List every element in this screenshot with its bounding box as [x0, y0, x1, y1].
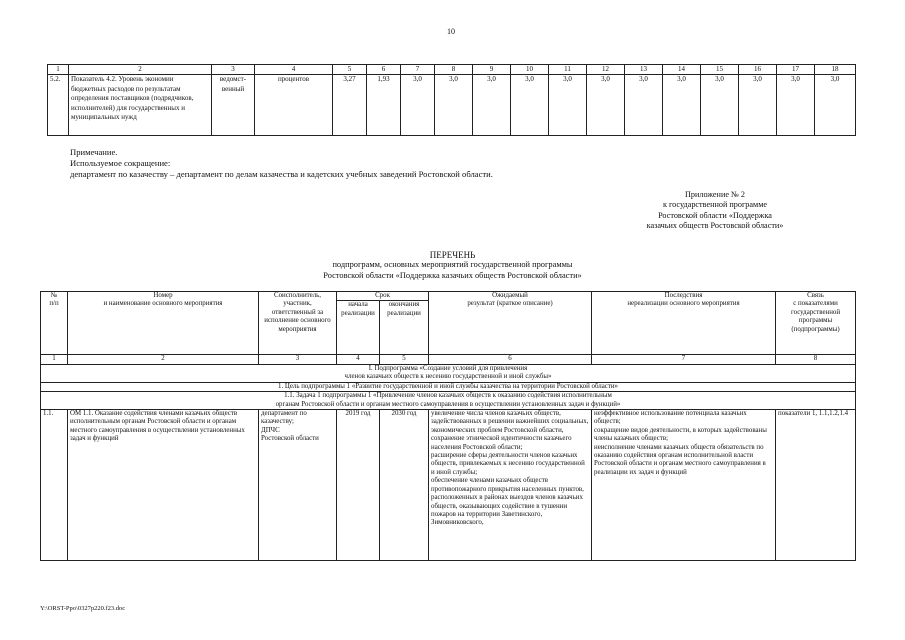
- column-number-8: 8: [435, 65, 473, 75]
- appendix-block: [585, 190, 845, 231]
- column-number-4: 4: [337, 355, 380, 365]
- header-term: Срок: [337, 292, 429, 301]
- indicators-table: [47, 64, 856, 136]
- measure-num: 1.1.: [41, 410, 68, 561]
- indicator-cell-18: 3,0: [815, 75, 856, 136]
- indicator-cell-13: 3,0: [625, 75, 663, 136]
- column-number-6: 6: [367, 65, 401, 75]
- note-title: Примечание.: [70, 147, 118, 157]
- indicator-cell-1: 5.2.: [48, 75, 69, 136]
- column-number-12: 12: [587, 65, 625, 75]
- indicator-row: [48, 75, 856, 136]
- section-subprogram: I. Подпрограмма «Создание условий для привлечения членов казачьих обществ к несению государственной и иной службы»: [41, 365, 856, 383]
- section-task: 1.1. Задача 1 подпрограммы 1 «Привлечение членов казачьих обществ к оказанию содействия исполнительным органам Ростовской области и органам местного самоуправления в осуществлении установленных задач и функций»: [41, 392, 856, 410]
- page-number: 10: [447, 27, 455, 36]
- header-result: Ожидаемый результат (краткое описание): [429, 292, 592, 355]
- measure-result: увеличение числа членов казачьих обществ, задействованных в решении важнейших социальных, экономических проблем Ростовской области, сохранение этнической идентичности казачьего населения Ростовской области; расширение сферы деятельности членов казачьих обществ, привлекаемых к несению государственной и иной службы; обеспечение членами казачьих обществ противопожарного прикрытия населенных пунктов, расположенных в районах выездов членов казачьих обществ, оказывающих содействие в тушении пожаров на территории Заветинского, Зимовниковского,: [429, 410, 592, 561]
- column-number-7: 7: [592, 355, 776, 365]
- indicator-cell-16: 3,0: [739, 75, 777, 136]
- column-numbers-row: [41, 355, 856, 365]
- list-title-line-2: подпрограмм, основных мероприятий государственной программы: [332, 260, 573, 270]
- indicator-cell-8: 3,0: [435, 75, 473, 136]
- list-title-line-3: Ростовской области «Поддержка казачьих обществ Ростовской области»: [323, 270, 582, 280]
- measure-name: ОМ 1.1. Оказание содействия членами казачьих обществ исполнительным органам Ростовской области и органам местного самоуправления в осуществлении установленных задач и функций: [68, 410, 259, 561]
- column-number-3: 3: [212, 65, 255, 75]
- measure-link: показатели 1, 1.1,1.2,1.4: [776, 410, 856, 561]
- column-number-2: 2: [69, 65, 212, 75]
- indicator-cell-6: 1,93: [367, 75, 401, 136]
- column-number-4: 4: [255, 65, 333, 75]
- column-number-10: 10: [511, 65, 549, 75]
- indicator-cell-14: 3,0: [663, 75, 701, 136]
- header-row-1: [41, 292, 856, 301]
- column-number-11: 11: [549, 65, 587, 75]
- header-executor: Соисполнитель, участник, ответственный за исполнение основного мероприятия: [259, 292, 337, 355]
- appendix-line-4: казачьих обществ Ростовской области»: [646, 220, 784, 230]
- header-end: окончания реализации: [380, 301, 429, 355]
- column-number-5: 5: [333, 65, 367, 75]
- measure-row: [41, 410, 856, 561]
- column-number-2: 2: [68, 355, 259, 365]
- measure-end: 2030 год: [380, 410, 429, 561]
- indicator-cell-3: ведомст-венный: [212, 75, 255, 136]
- column-number-1: 1: [41, 355, 68, 365]
- column-number-14: 14: [663, 65, 701, 75]
- header-link: Связь с показателями государственной программы (подпрограммы): [776, 292, 856, 355]
- appendix-number: Приложение № 2: [685, 190, 745, 199]
- measure-start: 2019 год: [337, 410, 380, 561]
- column-number-13: 13: [625, 65, 663, 75]
- column-number-18: 18: [815, 65, 856, 75]
- indicator-cell-4: процентов: [255, 75, 333, 136]
- header-start: начала реализации: [337, 301, 380, 355]
- note-subtitle: Используемое сокращение:: [70, 158, 171, 168]
- header-num: № п/п: [41, 292, 68, 355]
- appendix-line-2: к государственной программе: [662, 200, 768, 210]
- appendix-line-3: Ростовской области «Поддержка: [658, 210, 772, 220]
- column-number-5: 5: [380, 355, 429, 365]
- list-title-main: ПЕРЕЧЕНЬ: [429, 250, 476, 260]
- indicator-cell-9: 3,0: [473, 75, 511, 136]
- section-row-task: [41, 392, 856, 410]
- measures-table: [40, 291, 856, 561]
- column-number-8: 8: [776, 355, 856, 365]
- indicator-cell-2: Показатель 4.2. Уровень экономии бюджетных расходов по результатам определения поставщиков (подрядчиков, исполнителей) для государственных и муниципальных нужд: [69, 75, 212, 136]
- indicator-cell-12: 3,0: [587, 75, 625, 136]
- section-goal: 1. Цель подпрограммы 1 «Развитие государственной и иной службы казачества на территории Ростовской области»: [41, 382, 856, 391]
- list-title: [200, 250, 705, 281]
- indicator-cell-17: 3,0: [777, 75, 815, 136]
- indicator-cell-11: 3,0: [549, 75, 587, 136]
- column-number-7: 7: [401, 65, 435, 75]
- column-number-17: 17: [777, 65, 815, 75]
- indicator-cell-5: 3,27: [333, 75, 367, 136]
- measure-consequences: неэффективное использование потенциала казачьих обществ; сокращение видов деятельности, в которых задействованы члены казачьих обществ; неисполнение членами казачьих обществ обязательств по оказанию содействия органам исполнительной власти Ростовской области и органам местного самоуправления в реализации их задач и функций: [592, 410, 776, 561]
- header-consequences: Последствия нереализации основного мероприятия: [592, 292, 776, 355]
- column-number-3: 3: [259, 355, 337, 365]
- section-row-goal: [41, 382, 856, 391]
- column-number-1: 1: [48, 65, 69, 75]
- measure-executor: департамент по казачеству; ДПЧС Ростовской области: [259, 410, 337, 561]
- column-number-16: 16: [739, 65, 777, 75]
- note-abbreviation: департамент по казачеству – департамент по делам казачества и кадетских учебных заведений Ростовской области.: [70, 169, 493, 179]
- indicator-cell-15: 3,0: [701, 75, 739, 136]
- file-path-footer: Y:\ORST-Ppo\0327p220.f23.doc: [40, 605, 126, 612]
- column-number-9: 9: [473, 65, 511, 75]
- section-row-subprogram: [41, 365, 856, 383]
- column-number-15: 15: [701, 65, 739, 75]
- column-numbers-row: [48, 65, 856, 75]
- header-name: Номер и наименование основного мероприятия: [68, 292, 259, 355]
- column-number-6: 6: [429, 355, 592, 365]
- indicator-cell-10: 3,0: [511, 75, 549, 136]
- indicator-cell-7: 3,0: [401, 75, 435, 136]
